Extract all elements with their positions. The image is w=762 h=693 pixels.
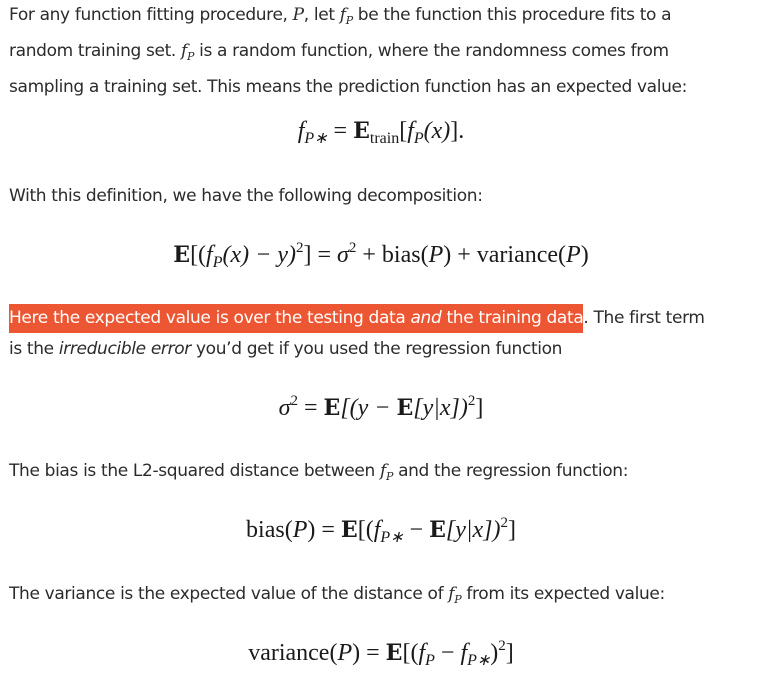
expectation-symbol: E <box>323 395 341 421</box>
math-subscript: P <box>413 130 424 147</box>
paragraph-line <box>9 36 757 72</box>
math-var: f <box>297 118 305 144</box>
math-var: f <box>460 640 468 666</box>
math-subscript: P <box>425 652 435 669</box>
paragraph-line: With this definition, we have the following decomposition: <box>9 186 483 206</box>
math-superscript: 2 <box>295 240 304 256</box>
math-subscript: train <box>369 130 400 147</box>
math-var: P <box>292 5 304 25</box>
paragraph-intro <box>9 0 757 103</box>
math-subscript: P <box>385 470 394 483</box>
paragraph-bias <box>9 456 757 492</box>
expectation-symbol: E <box>385 640 403 666</box>
text-run: and the regression function: <box>393 461 629 481</box>
math-op: ) <box>490 640 499 666</box>
equation-decomposition <box>0 240 762 272</box>
equation-variance <box>0 638 762 670</box>
equation-expected-fit <box>0 118 762 148</box>
text-run: you’d get if you used the regression function <box>190 339 563 359</box>
emphasis: and <box>410 308 442 328</box>
math-subscript: P∗ <box>467 652 491 669</box>
math-var: σ <box>337 242 349 268</box>
math-superscript: 2 <box>500 515 508 531</box>
math-op: ] <box>475 395 484 421</box>
math-op: − <box>403 517 430 543</box>
paragraph-definition <box>9 181 757 212</box>
math-op: ) <box>352 640 361 666</box>
math-var: f <box>206 242 213 268</box>
math-var: f <box>418 640 426 666</box>
math-subscript: P <box>212 254 223 271</box>
math-var: f <box>339 5 346 25</box>
math-var: P <box>337 640 353 666</box>
math-var: f <box>407 118 414 144</box>
text-run: from its expected value: <box>461 584 665 604</box>
math-var: f <box>373 517 381 543</box>
paragraph-line: sampling a training set. This means the prediction function has an expected value: <box>9 77 688 97</box>
math-var: σ <box>278 395 291 421</box>
math-op: = <box>360 640 386 666</box>
expectation-symbol: E <box>353 118 370 144</box>
paragraph-line <box>9 579 757 615</box>
math-superscript: 2 <box>348 240 357 256</box>
math-subscript: P <box>454 593 462 606</box>
math-var: f <box>380 461 386 481</box>
math-subscript: P <box>345 14 353 27</box>
math-subscript: P <box>187 50 195 63</box>
text-run: Here the expected value is over the testing data <box>9 308 411 328</box>
math-var: P <box>292 517 308 543</box>
text-run: The variance is the expected value of the distance of <box>9 584 449 604</box>
expectation-symbol: E <box>396 395 414 421</box>
paragraph-expected-value-note <box>9 303 757 365</box>
expectation-symbol: E <box>173 242 191 268</box>
math-superscript: 2 <box>467 393 476 409</box>
emphasis: irreducible error <box>58 339 191 359</box>
text-run: is the <box>9 339 59 359</box>
math-op: variance( <box>248 640 338 666</box>
math-op: ] <box>507 517 516 543</box>
math-op: ) <box>580 242 589 268</box>
math-var: [y|x]) <box>413 395 468 421</box>
math-op: [( <box>402 640 419 666</box>
math-op: − <box>434 640 461 666</box>
expectation-symbol: E <box>340 517 358 543</box>
math-superscript: 2 <box>498 638 506 654</box>
math-op: ] <box>303 242 312 268</box>
text-run: The bias is the L2-squared distance between <box>9 461 380 481</box>
expectation-symbol: E <box>429 517 446 543</box>
math-op: ) + variance( <box>443 242 567 268</box>
paragraph-line <box>9 334 757 365</box>
math-op: ] <box>505 640 514 666</box>
text-run: . The first term <box>583 308 705 328</box>
math-var: (x) <box>423 118 451 144</box>
highlighted-text[interactable] <box>9 304 583 333</box>
math-op: ]. <box>450 118 465 144</box>
math-var: [y|x]) <box>445 517 501 543</box>
math-op: = <box>297 395 324 421</box>
math-var: P <box>566 242 581 268</box>
math-op: [( <box>357 517 374 543</box>
math-superscript: 2 <box>290 393 298 409</box>
paragraph-variance <box>9 579 757 615</box>
paragraph-line <box>9 456 757 492</box>
math-var: (x) − y) <box>222 242 296 268</box>
math-op: ) <box>307 517 316 543</box>
math-var: f <box>448 584 455 604</box>
math-op: = <box>327 118 354 144</box>
math-subscript: P∗ <box>304 130 328 147</box>
text-run: the training data <box>441 308 584 328</box>
math-subscript: P∗ <box>380 529 404 546</box>
math-var: P <box>428 242 444 268</box>
math-op: = <box>315 517 341 543</box>
equation-irreducible-error <box>0 393 762 422</box>
math-var: f <box>181 41 187 61</box>
math-op: + bias( <box>356 242 429 268</box>
math-op: bias( <box>246 517 293 543</box>
math-op: [( <box>190 242 207 268</box>
text-run: , let <box>303 5 340 25</box>
equation-bias <box>0 515 762 547</box>
text-run: For any function fitting procedure, <box>9 5 293 25</box>
text-run: is a random function, where the randomness comes from <box>194 41 669 61</box>
paragraph-line <box>9 0 757 36</box>
text-run: random training set. <box>9 41 182 61</box>
math-op: = <box>311 242 338 268</box>
text-run: be the function this procedure fits to a <box>352 5 672 25</box>
paragraph-line <box>9 303 757 334</box>
math-op: [ <box>399 118 408 144</box>
math-var: [(y − <box>340 395 397 421</box>
